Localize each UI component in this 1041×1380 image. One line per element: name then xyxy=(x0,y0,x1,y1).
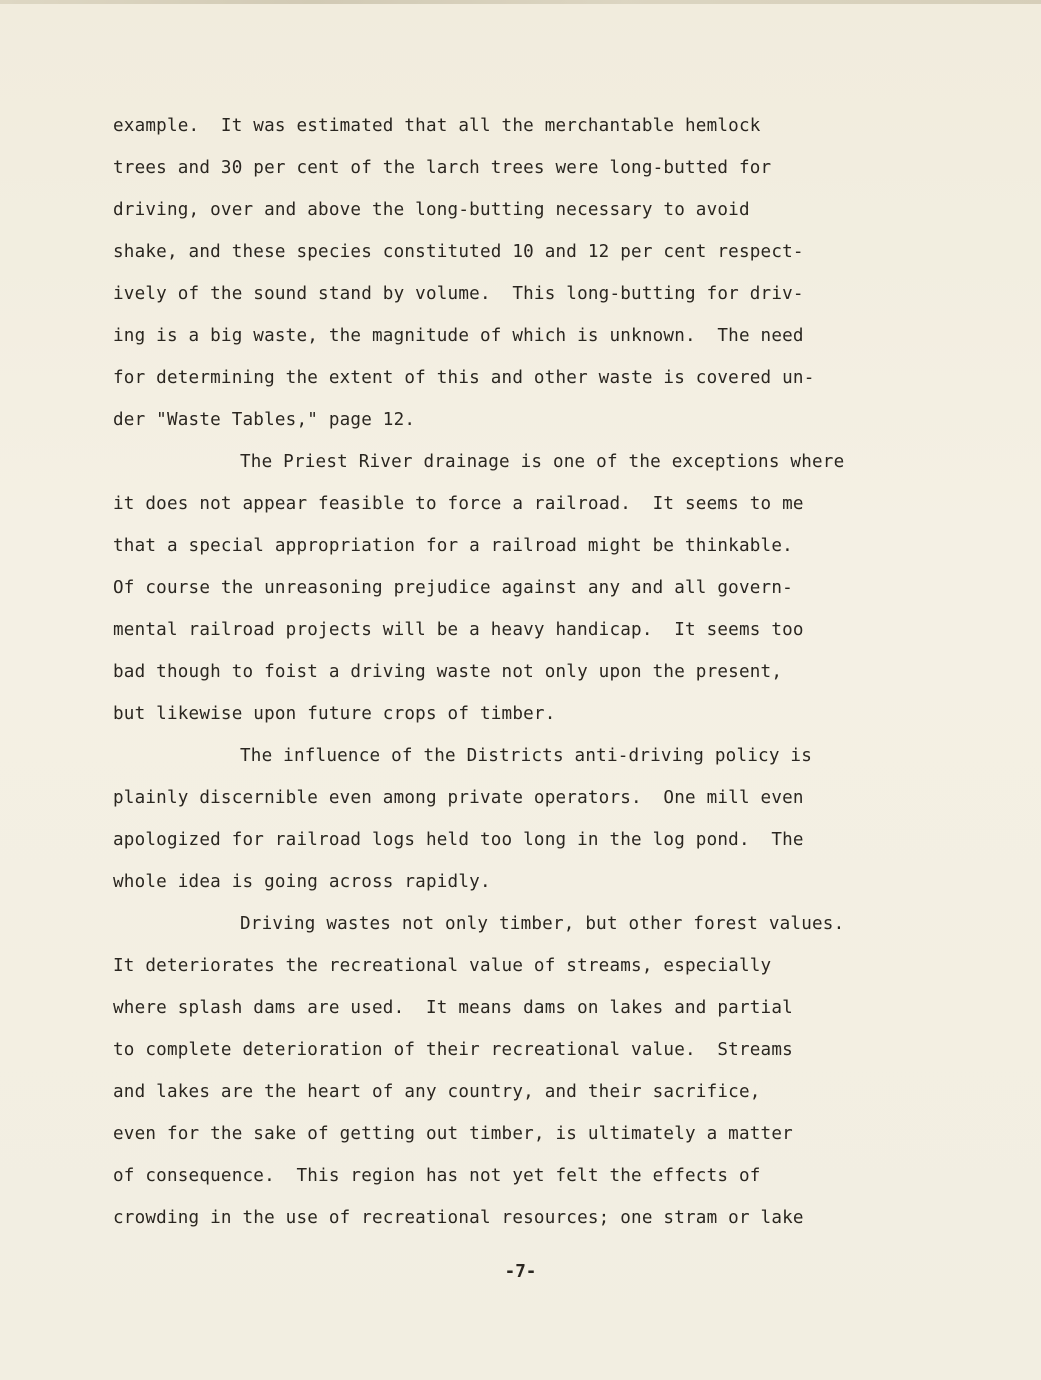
text-line: bad though to foist a driving waste not only upon the present, xyxy=(113,662,783,682)
page-number: -7- xyxy=(504,1262,537,1282)
text-line: and lakes are the heart of any country, and their sacrifice, xyxy=(113,1082,761,1102)
text-line: even for the sake of getting out timber, is ultimately a matter xyxy=(113,1124,793,1144)
text-line: Of course the unreasoning prejudice against any and all govern- xyxy=(113,578,793,598)
text-line: It deteriorates the recreational value of streams, especially xyxy=(113,956,772,976)
text-line: it does not appear feasible to force a railroad. It seems to me xyxy=(113,494,804,514)
text-line: example. It was estimated that all the merchantable hemlock xyxy=(113,116,761,136)
text-line: to complete deterioration of their recreational value. Streams xyxy=(113,1040,793,1060)
text-line: crowding in the use of recreational resources; one stram or lake xyxy=(113,1208,804,1228)
text-line: plainly discernible even among private operators. One mill even xyxy=(113,788,804,808)
text-line: for determining the extent of this and other waste is covered un- xyxy=(113,368,815,388)
text-line: whole idea is going across rapidly. xyxy=(113,872,491,892)
text-line: der "Waste Tables," page 12. xyxy=(113,410,416,430)
text-line: but likewise upon future crops of timber. xyxy=(113,704,556,724)
text-line: apologized for railroad logs held too long in the log pond. The xyxy=(113,830,804,850)
text-line: mental railroad projects will be a heavy handicap. It seems too xyxy=(113,620,804,640)
text-line: of consequence. This region has not yet felt the effects of xyxy=(113,1166,761,1186)
text-line: Driving wastes not only timber, but other forest values. xyxy=(240,914,845,934)
text-line: that a special appropriation for a railroad might be thinkable. xyxy=(113,536,793,556)
text-line: shake, and these species constituted 10 and 12 per cent respect- xyxy=(113,242,804,262)
text-line: ing is a big waste, the magnitude of which is unknown. The need xyxy=(113,326,804,346)
text-line: The Priest River drainage is one of the exceptions where xyxy=(240,452,845,472)
paper-top-edge xyxy=(0,0,1041,4)
text-line: where splash dams are used. It means dams on lakes and partial xyxy=(113,998,793,1018)
text-line: The influence of the Districts anti-driving policy is xyxy=(240,746,812,766)
text-line: trees and 30 per cent of the larch trees were long-butted for xyxy=(113,158,772,178)
text-line: ively of the sound stand by volume. This long-butting for driv- xyxy=(113,284,804,304)
text-line: driving, over and above the long-butting necessary to avoid xyxy=(113,200,750,220)
body-text xyxy=(113,105,963,1239)
